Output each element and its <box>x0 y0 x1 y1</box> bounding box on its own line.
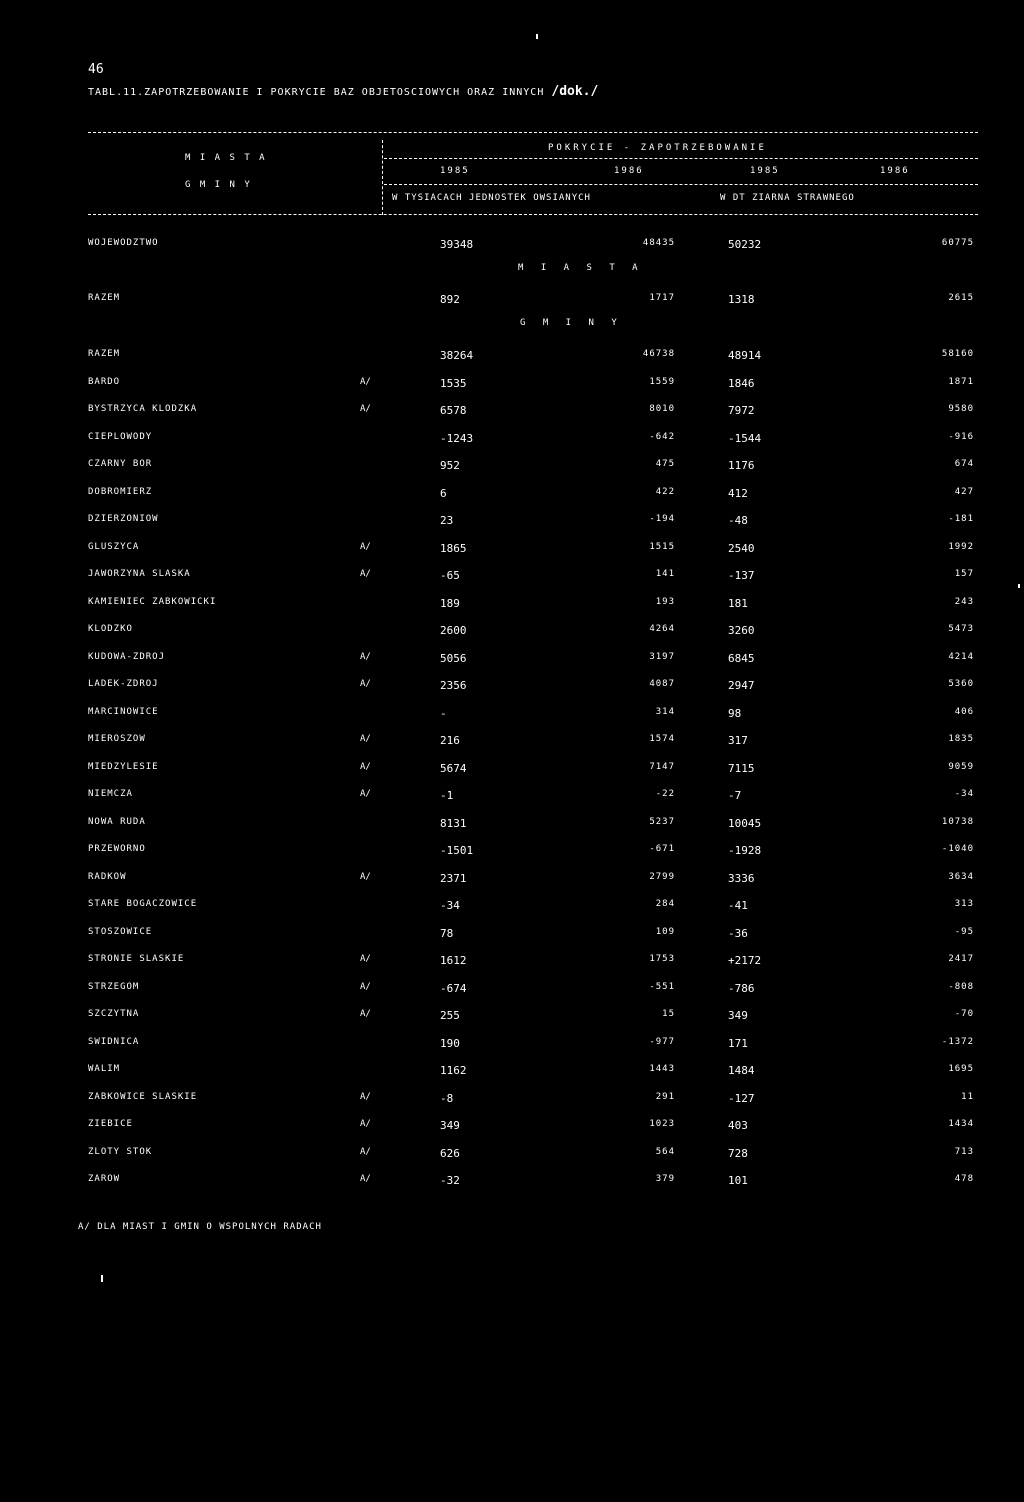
row-footnote-mark: A/ <box>360 679 371 689</box>
cell-1986-grain: 427 <box>954 486 974 497</box>
cell-1986-grain: 2417 <box>948 954 974 964</box>
cell-1986-units: 3197 <box>649 651 675 662</box>
section-label-miasta: M I A S T A <box>518 263 644 273</box>
cell-1985-units: 8131 <box>440 816 467 830</box>
cell-1986-units: 1559 <box>649 376 675 387</box>
table-row <box>88 679 978 705</box>
cell-1986-grain: 1434 <box>948 1119 974 1129</box>
cell-1986-grain: 1835 <box>948 734 974 744</box>
table-row <box>88 899 978 925</box>
cell-1986-units: 4087 <box>649 679 675 689</box>
cell-1986-grain: 1992 <box>948 541 974 552</box>
cell-1985-grain: -7 <box>728 789 742 802</box>
table-row <box>88 872 978 898</box>
cell-1985-grain: -137 <box>728 569 755 582</box>
cell-1985-grain: -1928 <box>728 844 762 857</box>
cell-1986-grain: 9580 <box>948 404 974 414</box>
table-row <box>88 487 978 513</box>
cell-1985-grain: 728 <box>728 1146 748 1160</box>
cell-1986-units: 422 <box>655 486 675 497</box>
cell-1985-grain: -1544 <box>728 431 762 445</box>
row-name: LADEK-ZDROJ <box>88 679 159 689</box>
cell-1985-units: -34 <box>440 899 460 912</box>
cell-1985-grain: 101 <box>728 1174 748 1187</box>
cell-1986-units: -194 <box>649 514 675 524</box>
cell-1985-units: -8 <box>440 1091 454 1105</box>
cell-1986-units: 5237 <box>649 816 675 827</box>
cell-1985-units: 952 <box>440 459 460 472</box>
table-row <box>88 927 978 953</box>
row-footnote-mark: A/ <box>360 871 371 882</box>
table-row <box>88 762 978 788</box>
cell-1986-units: -671 <box>649 844 675 854</box>
cell-1985-grain: -36 <box>728 926 748 940</box>
cell-1986-units: 1023 <box>649 1119 675 1129</box>
row-name: SZCZYTNA <box>88 1009 140 1019</box>
cell-1986-units: 109 <box>655 926 675 937</box>
header-main-title: POKRYCIE - ZAPOTRZEBOWANIE <box>548 143 767 153</box>
cell-1986-units: 2799 <box>649 871 675 882</box>
row-footnote-mark: A/ <box>360 981 371 992</box>
cell-1985-grain: 349 <box>728 1009 748 1022</box>
table-row <box>88 1009 978 1035</box>
cell-1985-units: -1243 <box>440 431 474 445</box>
cell-1985-units: 78 <box>440 926 454 940</box>
cell-1985-grain: 1846 <box>728 376 755 390</box>
table-row <box>88 1174 978 1200</box>
table-row <box>88 597 978 623</box>
cell-1986-grain: -34 <box>954 789 974 799</box>
cell-1985-units: -1 <box>440 789 454 802</box>
cell-1985-units: 39348 <box>440 238 474 251</box>
cell-1986-units: 1443 <box>649 1064 675 1074</box>
table-row <box>88 404 978 430</box>
cell-1986-grain: -1372 <box>941 1036 974 1047</box>
cell-1986-units: 4264 <box>649 624 675 634</box>
header-unit-left: W TYSIACACH JEDNOSTEK OWSIANYCH <box>392 193 591 203</box>
cell-1985-units: 38264 <box>440 349 474 362</box>
cell-1985-units: 2371 <box>440 871 467 885</box>
row-name: ZIEBICE <box>88 1119 133 1129</box>
cell-1985-units: 892 <box>440 293 460 306</box>
footnote: A/ DLA MIAST I GMIN O WSPOLNYCH RADACH <box>78 1222 322 1232</box>
row-name: GLUSZYCA <box>88 541 140 552</box>
cell-1986-units: 1574 <box>649 734 675 744</box>
row-name: MARCINOWICE <box>88 706 159 717</box>
cell-1985-grain: 403 <box>728 1119 748 1132</box>
cell-1986-units: 475 <box>655 459 675 469</box>
cell-1985-grain: 50232 <box>728 238 762 251</box>
cell-1986-grain: -95 <box>954 926 974 937</box>
table-title-suffix: /dok./ <box>551 84 599 99</box>
cell-1986-units: 291 <box>655 1091 675 1102</box>
row-name: STARE BOGACZOWICE <box>88 899 198 909</box>
row-footnote-mark: A/ <box>360 651 371 662</box>
header-year-1: 1985 <box>440 166 470 176</box>
row-footnote-mark: A/ <box>360 569 371 579</box>
cell-1985-units: 626 <box>440 1146 460 1160</box>
header-rule-1 <box>384 158 978 159</box>
row-name: RAZEM <box>88 349 121 359</box>
header-top-rule <box>88 132 978 133</box>
cell-1986-grain: 3634 <box>948 871 974 882</box>
row-name: MIEDZYLESIE <box>88 761 159 772</box>
cell-1986-units: 1753 <box>649 954 675 964</box>
header-unit-right: W DT ZIARNA STRAWNEGO <box>720 193 855 203</box>
row-name: JAWORZYNA SLASKA <box>88 569 191 579</box>
cell-1986-units: 48435 <box>642 238 675 248</box>
cell-1986-grain: -70 <box>954 1009 974 1019</box>
table-row <box>88 377 978 403</box>
cell-1985-grain: 1318 <box>728 293 755 306</box>
cell-1986-units: 314 <box>655 706 675 717</box>
cell-1986-grain: 58160 <box>941 349 974 359</box>
table-row <box>88 514 978 540</box>
table-row <box>88 1092 978 1118</box>
row-footnote-mark: A/ <box>360 789 371 799</box>
cell-1986-units: 8010 <box>649 404 675 414</box>
cell-1986-units: -977 <box>649 1036 675 1047</box>
cell-1985-units: - <box>440 706 447 720</box>
cell-1985-grain: 7972 <box>728 404 755 417</box>
cell-1985-grain: 2540 <box>728 541 755 555</box>
table-row <box>88 542 978 568</box>
row-name: BARDO <box>88 376 121 387</box>
row-name: PRZEWORNO <box>88 844 146 854</box>
row-footnote-mark: A/ <box>360 761 371 772</box>
scan-speck <box>536 34 538 39</box>
cell-1985-units: 190 <box>440 1036 460 1050</box>
row-footnote-mark: A/ <box>360 734 371 744</box>
cell-1986-units: 284 <box>655 899 675 909</box>
cell-1986-grain: 406 <box>954 706 974 717</box>
cell-1986-grain: 313 <box>954 899 974 909</box>
cell-1986-grain: 9059 <box>948 761 974 772</box>
cell-1986-grain: -808 <box>948 981 974 992</box>
cell-1985-units: 349 <box>440 1119 460 1132</box>
row-name: KAMIENIEC ZABKOWICKI <box>88 596 217 607</box>
cell-1985-grain: 10045 <box>728 816 762 830</box>
section-label-gminy: G M I N Y <box>520 318 623 328</box>
table-row <box>88 238 978 264</box>
table-row <box>88 1147 978 1173</box>
cell-1985-units: 6 <box>440 486 447 500</box>
cell-1985-grain: +2172 <box>728 954 762 967</box>
cell-1986-units: 193 <box>655 596 675 607</box>
cell-1986-grain: 478 <box>954 1174 974 1184</box>
header-bottom-rule <box>88 214 978 215</box>
cell-1985-grain: -786 <box>728 981 755 995</box>
page-number: 46 <box>88 62 104 77</box>
row-name: ZABKOWICE SLASKIE <box>88 1091 198 1102</box>
table-row <box>88 432 978 458</box>
row-name: RAZEM <box>88 293 121 303</box>
cell-1986-grain: -1040 <box>941 844 974 854</box>
cell-1985-grain: 412 <box>728 486 748 500</box>
table-row <box>88 954 978 980</box>
cell-1985-grain: 48914 <box>728 349 762 362</box>
cell-1986-grain: 5360 <box>948 679 974 689</box>
row-name: WALIM <box>88 1064 121 1074</box>
row-name: CZARNY BOR <box>88 459 153 469</box>
header-year-2: 1986 <box>614 166 644 176</box>
row-footnote-mark: A/ <box>360 1119 371 1129</box>
cell-1985-grain: 317 <box>728 734 748 747</box>
row-footnote-mark: A/ <box>360 1009 371 1019</box>
cell-1986-grain: 674 <box>954 459 974 469</box>
cell-1986-units: 7147 <box>649 761 675 772</box>
cell-1986-units: 46738 <box>642 349 675 359</box>
row-name: KUDOWA-ZDROJ <box>88 651 166 662</box>
table-row <box>88 349 978 375</box>
row-footnote-mark: A/ <box>360 541 371 552</box>
cell-1986-grain: 2615 <box>948 293 974 303</box>
row-name: DZIERZONIOW <box>88 514 159 524</box>
cell-1985-units: 5674 <box>440 761 467 775</box>
cell-1986-grain: 10738 <box>941 816 974 827</box>
cell-1985-units: -65 <box>440 569 460 582</box>
cell-1986-units: 141 <box>655 569 675 579</box>
cell-1985-grain: 3260 <box>728 624 755 637</box>
table-title-text: TABL.11.ZAPOTRZEBOWANIE I POKRYCIE BAZ OBJETOSCIOWYCH ORAZ INNYCH <box>88 87 545 98</box>
cell-1985-grain: 171 <box>728 1036 748 1050</box>
cell-1985-units: 1535 <box>440 376 467 390</box>
cell-1986-units: -22 <box>655 789 675 799</box>
cell-1985-units: -32 <box>440 1174 460 1187</box>
cell-1986-grain: -916 <box>948 431 974 442</box>
cell-1986-units: -551 <box>649 981 675 992</box>
cell-1986-grain: -181 <box>948 514 974 524</box>
cell-1985-units: 255 <box>440 1009 460 1022</box>
table-row <box>88 844 978 870</box>
header-label-gminy: G M I N Y <box>185 180 252 190</box>
row-footnote-mark: A/ <box>360 404 371 414</box>
table-row <box>88 982 978 1008</box>
row-footnote-mark: A/ <box>360 376 371 387</box>
cell-1985-units: 2356 <box>440 679 467 692</box>
cell-1986-grain: 5473 <box>948 624 974 634</box>
cell-1986-grain: 243 <box>954 596 974 607</box>
cell-1985-units: 23 <box>440 514 454 527</box>
cell-1985-grain: -127 <box>728 1091 755 1105</box>
cell-1985-units: 6578 <box>440 404 467 417</box>
cell-1985-grain: 3336 <box>728 871 755 885</box>
cell-1985-units: 1865 <box>440 541 467 555</box>
table-row <box>88 652 978 678</box>
table-row <box>88 789 978 815</box>
row-name: RADKOW <box>88 871 127 882</box>
table-row <box>88 1119 978 1145</box>
table-row <box>88 624 978 650</box>
table-title <box>88 84 598 99</box>
cell-1986-grain: 60775 <box>941 238 974 248</box>
row-name: ZLOTY STOK <box>88 1146 153 1157</box>
cell-1986-units: 1717 <box>649 293 675 303</box>
row-name: BYSTRZYCA KLODZKA <box>88 404 198 414</box>
cell-1985-grain: 2947 <box>728 679 755 692</box>
row-footnote-mark: A/ <box>360 1091 371 1102</box>
cell-1985-grain: -41 <box>728 899 748 912</box>
row-name: STRONIE SLASKIE <box>88 954 185 964</box>
cell-1986-grain: 4214 <box>948 651 974 662</box>
row-footnote-mark: A/ <box>360 1174 371 1184</box>
row-name: NIEMCZA <box>88 789 133 799</box>
table-row <box>88 293 978 319</box>
cell-1986-units: 379 <box>655 1174 675 1184</box>
table-row <box>88 459 978 485</box>
cell-1985-grain: 98 <box>728 706 742 720</box>
cell-1986-units: -642 <box>649 431 675 442</box>
header-year-4: 1986 <box>880 166 910 176</box>
table-row <box>88 734 978 760</box>
cell-1986-grain: 11 <box>961 1091 974 1102</box>
cell-1985-grain: 1176 <box>728 459 755 472</box>
row-name: NOWA RUDA <box>88 816 146 827</box>
cell-1985-units: 5056 <box>440 651 467 665</box>
cell-1985-grain: 181 <box>728 596 748 610</box>
scan-speck <box>101 1275 103 1282</box>
cell-1985-units: -674 <box>440 981 467 995</box>
table-row <box>88 707 978 733</box>
cell-1986-units: 564 <box>655 1146 675 1157</box>
cell-1986-units: 1515 <box>649 541 675 552</box>
header-label-miasta: M I A S T A <box>185 153 267 163</box>
cell-1986-grain: 713 <box>954 1146 974 1157</box>
header-column-separator <box>382 140 383 215</box>
cell-1986-grain: 1695 <box>948 1064 974 1074</box>
cell-1986-grain: 157 <box>954 569 974 579</box>
cell-1985-units: 2600 <box>440 624 467 637</box>
row-name: STRZEGOM <box>88 981 140 992</box>
row-name: STOSZOWICE <box>88 926 153 937</box>
row-name: MIEROSZOW <box>88 734 146 744</box>
row-name: SWIDNICA <box>88 1036 140 1047</box>
cell-1986-grain: 1871 <box>948 376 974 387</box>
cell-1985-grain: -48 <box>728 514 748 527</box>
table-row <box>88 817 978 843</box>
row-footnote-mark: A/ <box>360 1146 371 1157</box>
row-footnote-mark: A/ <box>360 954 371 964</box>
cell-1985-units: 1612 <box>440 954 467 967</box>
row-name: ZAROW <box>88 1174 121 1184</box>
header-year-3: 1985 <box>750 166 780 176</box>
table-row <box>88 1064 978 1090</box>
cell-1985-grain: 1484 <box>728 1064 755 1077</box>
row-name: CIEPLOWODY <box>88 431 153 442</box>
row-name: KLODZKO <box>88 624 133 634</box>
cell-1986-units: 15 <box>662 1009 675 1019</box>
table-row <box>88 1037 978 1063</box>
header-rule-2 <box>384 184 978 185</box>
cell-1985-units: 1162 <box>440 1064 467 1077</box>
cell-1985-grain: 6845 <box>728 651 755 665</box>
row-name: WOJEWODZTWO <box>88 238 159 248</box>
scan-speck <box>1018 584 1020 588</box>
cell-1985-units: 189 <box>440 596 460 610</box>
cell-1985-units: 216 <box>440 734 460 747</box>
row-name: DOBROMIERZ <box>88 486 153 497</box>
cell-1985-grain: 7115 <box>728 761 755 775</box>
cell-1985-units: -1501 <box>440 844 474 857</box>
table-row <box>88 569 978 595</box>
